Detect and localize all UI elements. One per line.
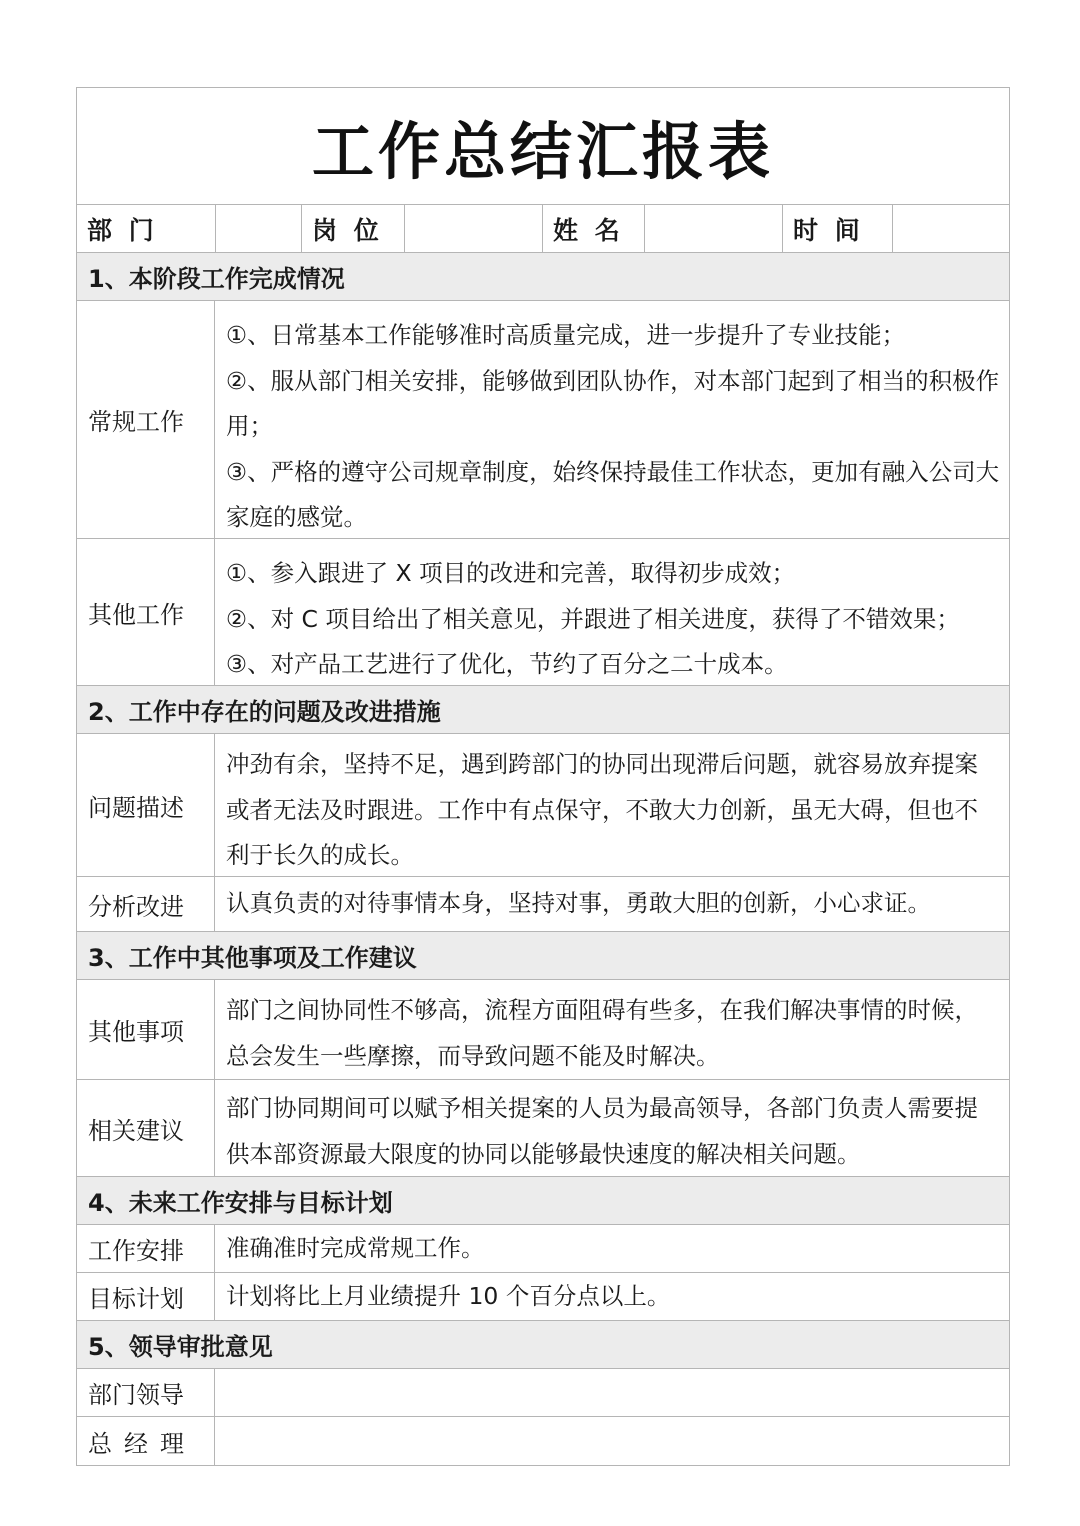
routine-work-label: 常规工作 [77,301,215,538]
dept-field[interactable] [215,205,301,252]
target-row [77,1272,1009,1320]
other-work-item: ②、对 C 项目给出了相关意见，并跟进了相关进度，获得了不错效果； [226,604,960,633]
dept-label: 部 门 [87,215,158,245]
section-heading-2: 2、工作中存在的问题及改进措施 [77,685,1009,733]
section-heading-5: 5、领导审批意见 [77,1320,1009,1368]
name-label: 姓 名 [542,205,644,252]
gm-label: 总经理 [77,1417,215,1465]
problem-label: 问题描述 [77,734,215,876]
routine-work-row [77,300,1009,538]
problem-row [77,733,1009,876]
other-work-label: 其他工作 [77,539,215,685]
other-matters-text: 部门之间协同性不够高，流程方面阻碍有些多，在我们解决事情的时候，总会发生一些摩擦，而导致问题不能及时解决。 [226,996,978,1070]
other-work-item: ①、参入跟进了 X 项目的改进和完善，取得初步成效； [226,559,796,587]
suggestion-content [215,1080,1009,1176]
arrangement-label: 工作安排 [77,1225,215,1272]
routine-item: ③、严格的遵守公司规章制度，始终保持最佳工作状态，更加有融入公司大家庭的感觉。 [226,457,1000,531]
analysis-text: 认真负责的对待事情本身，坚持对事，勇敢大胆的创新，小心求证。 [226,889,931,918]
suggestion-text: 部门协同期间可以赋予相关提案的人员为最高领导，各部门负责人需要提供本部资源最大限度的协同以能够最快速度的解决相关问题。 [226,1094,978,1168]
routine-item: ②、服从部门相关安排，能够做到团队协作，对本部门起到了相当的积极作用； [226,366,1000,440]
section-heading-1: 1、本阶段工作完成情况 [77,252,1009,300]
page-title: 工作总结汇报表 [311,114,774,188]
target-label: 目标计划 [77,1273,215,1320]
arrangement-text: 准确准时完成常规工作。 [226,1233,485,1262]
work-summary-form [76,87,1010,1466]
name-field[interactable] [644,205,782,252]
position-field[interactable] [404,205,542,252]
dept-leader-label: 部门领导 [77,1369,215,1416]
dept-leader-row [77,1368,1009,1416]
routine-work-content [215,301,1009,538]
info-row [77,204,1009,252]
section-heading-4: 4、未来工作安排与目标计划 [77,1176,1009,1224]
other-matters-content [215,980,1009,1079]
time-field[interactable] [892,205,1009,252]
time-label: 时 间 [782,205,892,252]
other-work-item: ③、对产品工艺进行了优化，节约了百分之二十成本。 [226,650,788,678]
suggestion-label: 相关建议 [77,1080,215,1176]
section-heading-3: 3、工作中其他事项及工作建议 [77,931,1009,979]
arrangement-row [77,1224,1009,1272]
target-text: 计划将比上月业绩提升 10 个百分点以上。 [226,1281,671,1310]
analysis-row [77,876,1009,931]
other-work-content [215,539,1009,685]
routine-item: ①、日常基本工作能够准时高质量完成，进一步提升了专业技能； [226,321,906,349]
problem-content [215,734,1009,876]
title-row [77,88,1009,204]
other-work-row [77,538,1009,685]
problem-text: 冲劲有余，坚持不足，遇到跨部门的协同出现滞后问题，就容易放弃提案或者无法及时跟进。工作中有点保守，不敢大力创新，虽无大碍，但也不利于长久的成长。 [226,750,978,869]
other-matters-row [77,979,1009,1079]
suggestion-row [77,1079,1009,1176]
analysis-label: 分析改进 [77,877,215,931]
gm-row [77,1416,1009,1465]
position-label: 岗 位 [301,205,404,252]
other-matters-label: 其他事项 [77,980,215,1079]
